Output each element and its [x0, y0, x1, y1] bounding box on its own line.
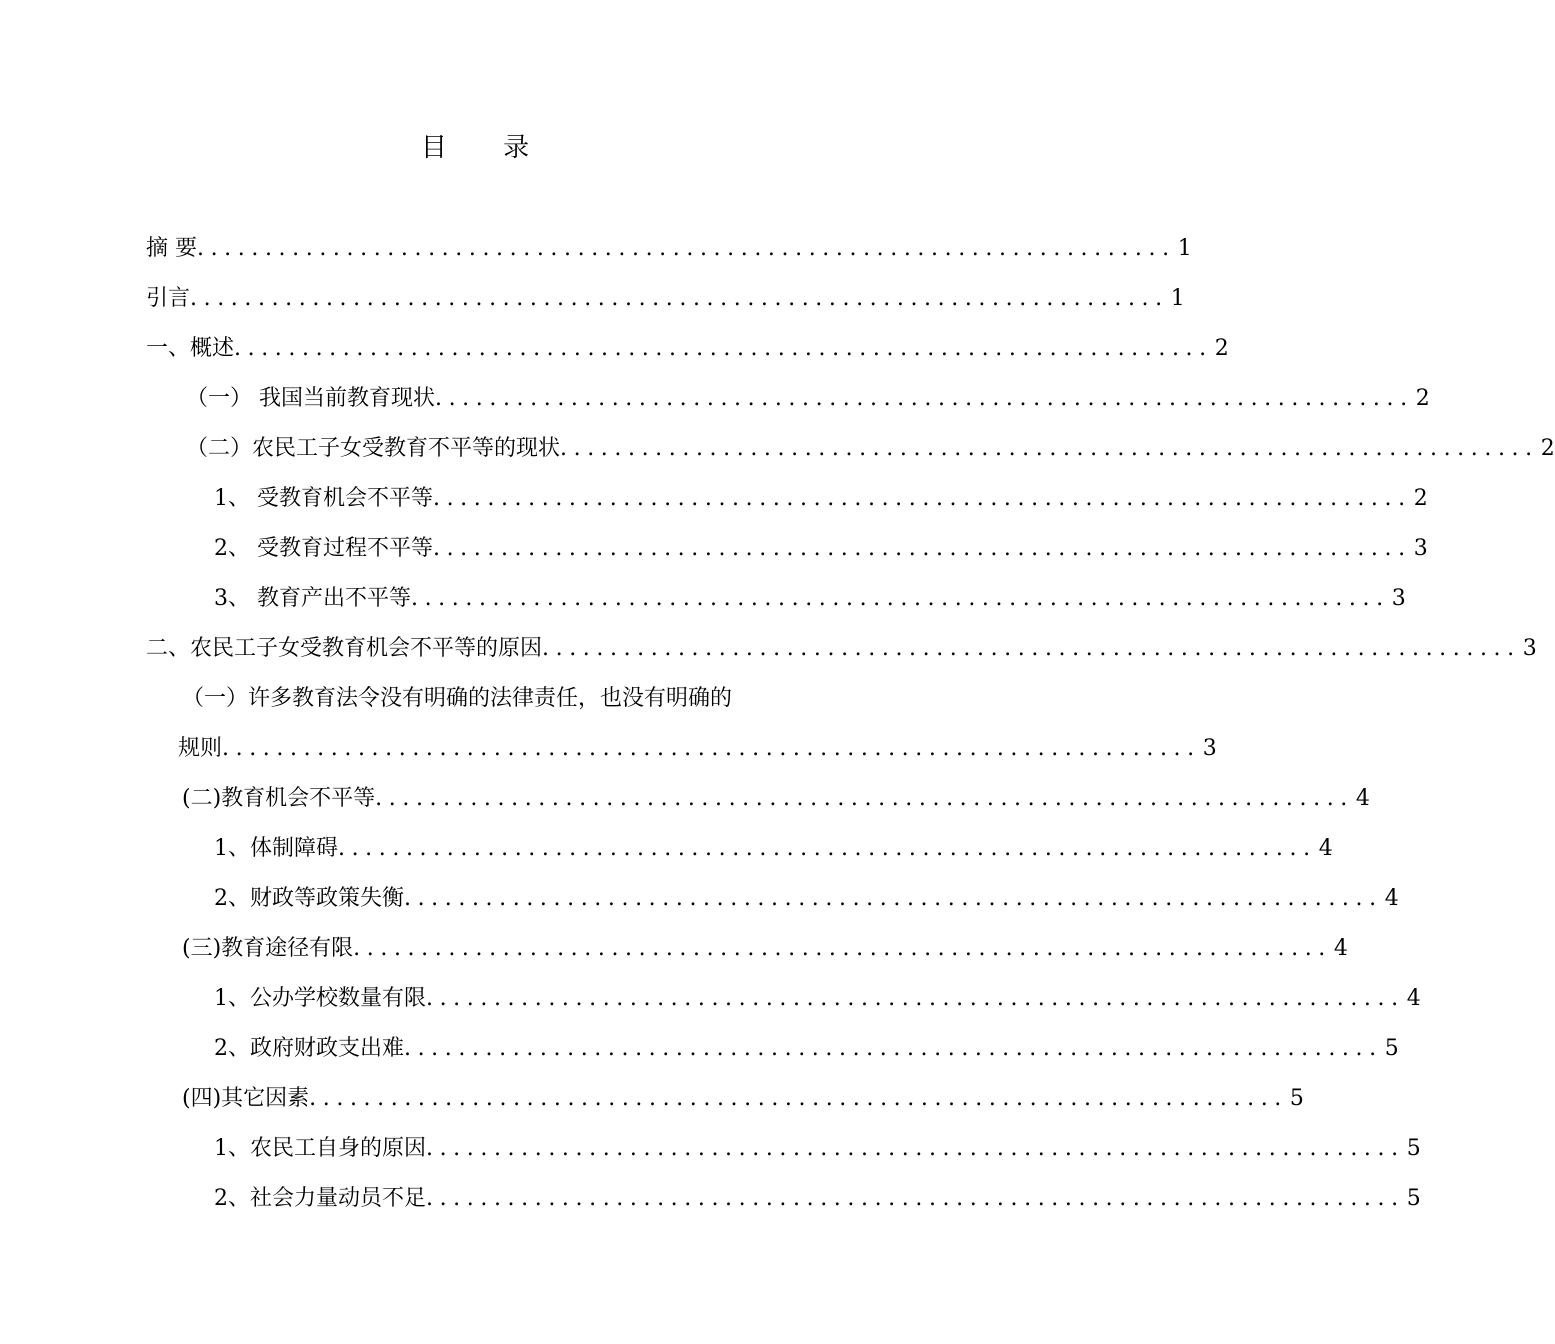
toc-entry-page: 3 [1522, 636, 1537, 661]
dot-leader: ........................................................................ [426, 986, 1405, 1011]
toc-entry-page: 2 [1540, 436, 1555, 461]
dot-leader: ........................................................................ [353, 936, 1332, 961]
toc-entry[interactable] [0, 624, 1537, 674]
dot-leader: ........................................................................ [433, 536, 1412, 561]
toc-entry-label: 1、农民工自身的原因 [214, 1136, 426, 1161]
toc-entry-page: 4 [1406, 986, 1421, 1011]
dot-leader: ........................................................................ [309, 1086, 1288, 1111]
toc-entry-label: (三)教育途径有限 [182, 936, 354, 961]
dot-leader: ........................................................................ [338, 836, 1317, 861]
toc-entry-label: (二)教育机会不平等 [182, 786, 376, 811]
toc-entry[interactable] [0, 1024, 1399, 1074]
toc-entry-label: 摘 要 [146, 236, 197, 261]
toc-entry-page: 5 [1406, 1136, 1421, 1161]
toc-entry-page: 4 [1384, 886, 1399, 911]
toc-entry-page: 2 [1413, 486, 1428, 511]
dot-leader: ........................................................................ [426, 1136, 1405, 1161]
toc-entry-page: 4 [1355, 786, 1370, 811]
dot-leader: ........................................................................ [433, 486, 1412, 511]
toc-entry[interactable] [0, 474, 1428, 524]
dot-leader: ........................................................................ [426, 1186, 1405, 1211]
dot-leader: ........................................................................ [222, 736, 1201, 761]
toc-entry-page: 1 [1170, 286, 1185, 311]
dot-leader: ........................................................................ [435, 386, 1414, 411]
toc-entry[interactable] [0, 1174, 1421, 1224]
toc-entry-page: 1 [1177, 236, 1192, 261]
toc-entry-page: 4 [1318, 836, 1333, 861]
toc-entry-page: 2 [1415, 386, 1430, 411]
dot-leader: ........................................................................ [375, 786, 1354, 811]
toc-entry-label: （二）农民工子女受教育不平等的现状 [186, 436, 561, 461]
toc-entry[interactable] [0, 574, 1406, 624]
toc-entry[interactable] [0, 274, 1185, 324]
toc-entry-label: 1、体制障碍 [214, 836, 338, 861]
toc-entry-label: 二、农民工子女受教育机会不平等的原因 [146, 636, 543, 661]
toc-entry[interactable] [0, 924, 1348, 974]
toc-entry-label: 1、 受教育机会不平等 [214, 486, 433, 511]
dot-leader: ........................................................................ [542, 636, 1521, 661]
toc-entry[interactable] [0, 824, 1333, 874]
dot-leader: ........................................................................ [234, 336, 1213, 361]
toc-entry-page: 3 [1391, 586, 1406, 611]
toc-entry[interactable] [0, 874, 1399, 924]
toc-entry-page: 5 [1289, 1086, 1304, 1111]
toc-entry-page: 3 [1202, 736, 1217, 761]
toc-entry-label: （一）许多教育法令没有明确的法律责任，也没有明确的 [182, 686, 733, 711]
toc-entry[interactable] [0, 1124, 1421, 1174]
toc-entry-page: 5 [1384, 1036, 1399, 1061]
dot-leader: ........................................................................ [197, 236, 1176, 261]
toc-entry[interactable] [0, 424, 1555, 474]
toc-entry-page: 2 [1214, 336, 1229, 361]
toc-entry-wrapped-first-line[interactable] [182, 674, 808, 724]
toc-entry[interactable] [0, 724, 1217, 774]
toc-entry-page: 3 [1413, 536, 1428, 561]
toc-entry-label: （一） 我国当前教育现状 [186, 386, 435, 411]
toc-entry-page: 4 [1333, 936, 1348, 961]
toc-entry-label: 引言 [146, 286, 191, 311]
toc-entry-label: 2、财政等政策失衡 [214, 886, 404, 911]
toc-entry[interactable] [0, 324, 1229, 374]
toc-entry-label: 2、 受教育过程不平等 [214, 536, 433, 561]
page-title: 目 录 [420, 133, 554, 163]
toc-entry-page: 5 [1406, 1186, 1421, 1211]
dot-leader: ........................................................................ [190, 286, 1169, 311]
toc-entry[interactable] [0, 974, 1421, 1024]
toc-entry[interactable] [0, 774, 1370, 824]
dot-leader: ........................................................................ [404, 1036, 1383, 1061]
toc-entry-label: 3、 教育产出不平等 [214, 586, 411, 611]
toc-entry-label: 规则 [178, 736, 223, 761]
toc-entry-label: 1、公办学校数量有限 [214, 986, 426, 1011]
toc-entry-label: 一、概述 [146, 336, 235, 361]
toc-entry-label: (四)其它因素 [182, 1086, 310, 1111]
dot-leader: ........................................................................ [411, 586, 1390, 611]
dot-leader: ........................................................................ [560, 436, 1539, 461]
toc-entry[interactable] [0, 524, 1428, 574]
toc-entry[interactable] [0, 224, 1192, 274]
toc-entry[interactable] [0, 1074, 1304, 1124]
toc-entry-label: 2、社会力量动员不足 [214, 1186, 426, 1211]
toc-entry-label: 2、政府财政支出难 [214, 1036, 404, 1061]
dot-leader: ........................................................................ [404, 886, 1383, 911]
toc-entry[interactable] [0, 374, 1430, 424]
